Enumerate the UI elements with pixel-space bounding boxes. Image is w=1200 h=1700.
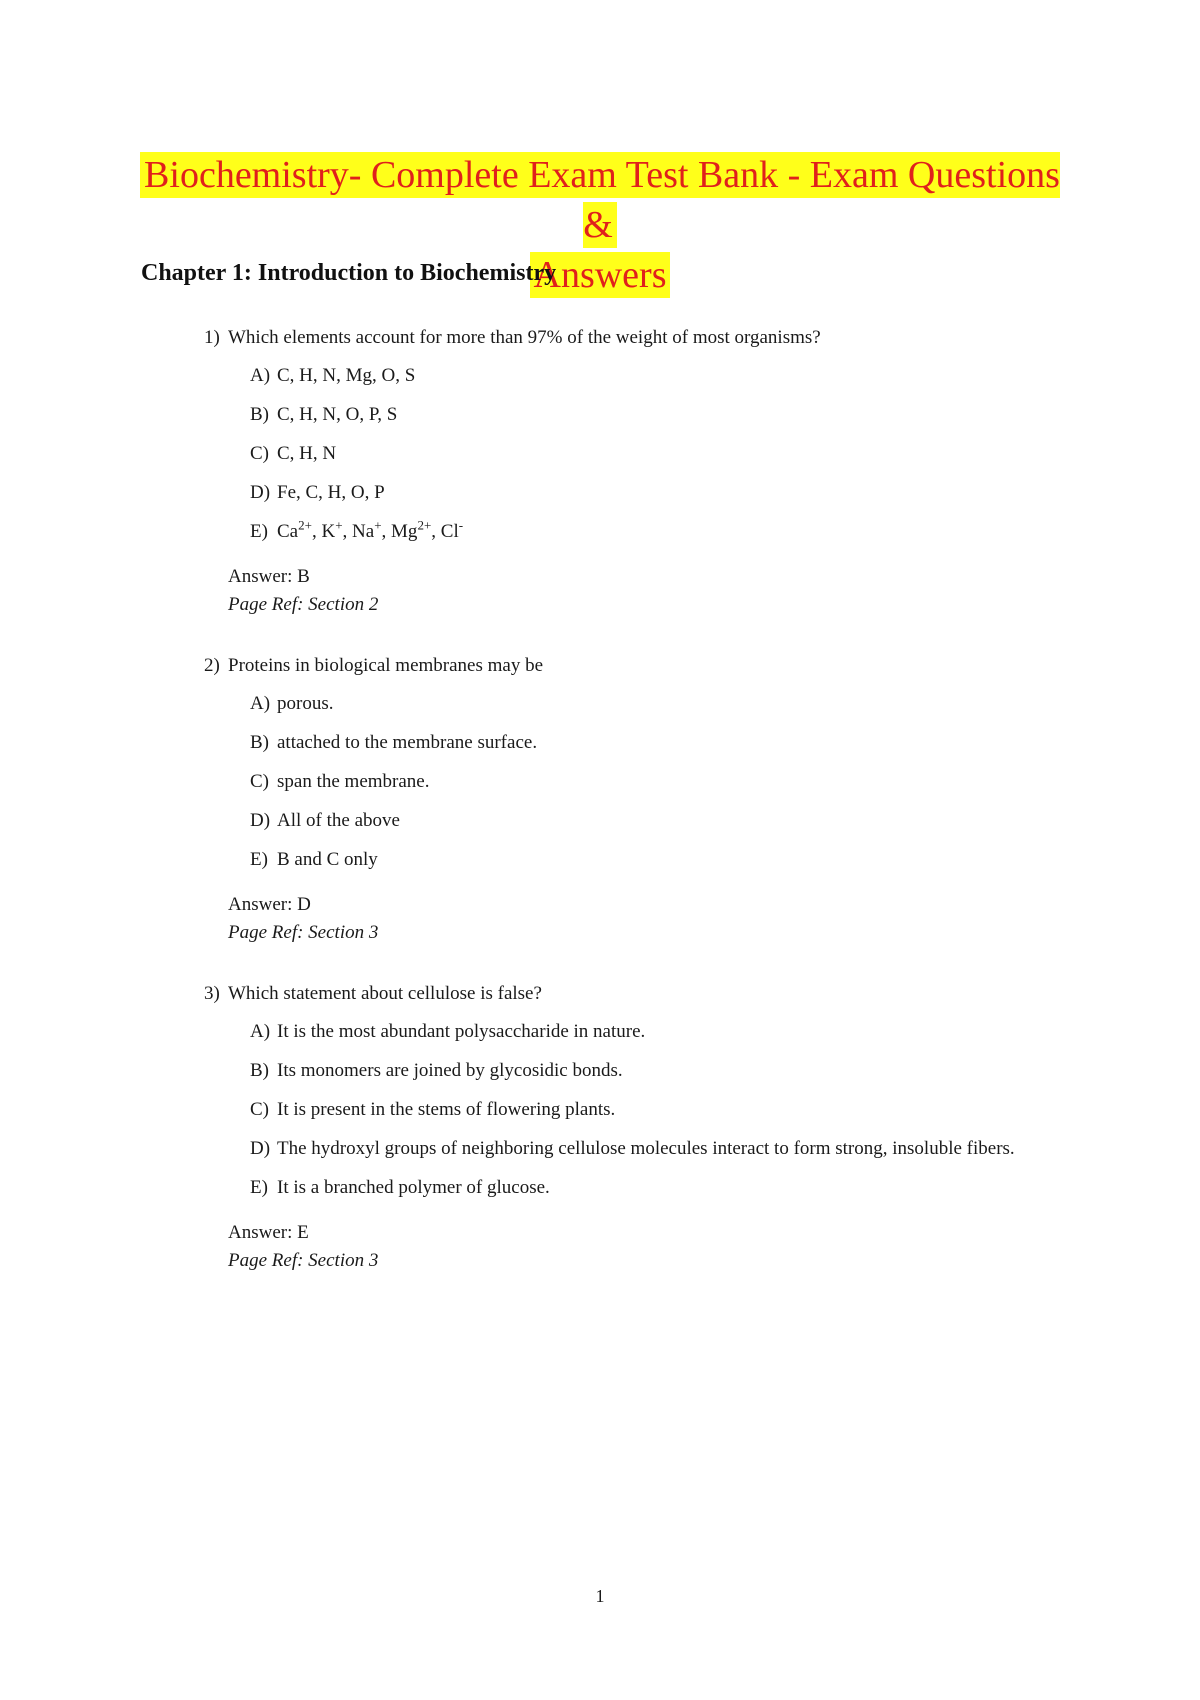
option-text: C, H, N [277,443,337,464]
option-letter: A) [250,693,271,714]
question-list [204,325,1044,1309]
answer: Answer: E [228,1222,309,1243]
question-2 [204,653,1044,947]
option-letter: C) [250,443,269,464]
option-text: span the membrane. [277,771,430,792]
title-line-1: Biochemistry- Complete Exam Test Bank - Exam Questions & [140,152,1060,248]
answer-block [228,1219,1044,1275]
option-letter: E) [250,849,268,870]
ion-magnesium-charge: 2+ [417,517,432,533]
option-text-ions [277,519,1044,545]
option-letter: B) [250,404,269,425]
ion-chloride-charge: - [458,517,464,533]
option-text: All of the above [277,810,400,831]
question-stem [204,653,1044,679]
option-text: attached to the membrane surface. [277,732,538,753]
question-1 [204,325,1044,619]
ion-potassium: , K [311,521,336,542]
option-text: B and C only [277,849,378,870]
option-letter: D) [250,482,271,503]
option-d [250,1136,1044,1162]
option-b [250,1058,1044,1084]
option-e [250,519,1044,545]
answer-block [228,563,1044,619]
option-c [250,1097,1044,1123]
option-text: porous. [277,693,334,714]
option-c [250,441,1044,467]
question-number: 1) [204,327,220,348]
option-letter: C) [250,1099,269,1120]
option-letter: B) [250,732,269,753]
option-letter: D) [250,810,271,831]
page-ref: Page Ref: Section 3 [228,1250,379,1271]
option-b [250,730,1044,756]
page-number: 1 [595,1586,605,1606]
answer: Answer: B [228,566,310,587]
option-letter: D) [250,1138,271,1159]
option-letter: C) [250,771,269,792]
option-letter: E) [250,521,268,542]
question-3 [204,981,1044,1275]
question-stem [204,981,1044,1007]
page-ref: Page Ref: Section 3 [228,922,379,943]
option-e [250,1175,1044,1201]
option-b [250,402,1044,428]
question-text: Proteins in biological membranes may be [228,655,544,676]
option-a [250,1019,1044,1045]
option-a [250,363,1044,389]
option-text: Fe, C, H, O, P [277,482,385,503]
option-letter: B) [250,1060,269,1081]
ion-sodium: , Na [342,521,375,542]
option-text: It is present in the stems of flowering plants. [277,1099,616,1120]
option-letter: E) [250,1177,268,1198]
option-letter: A) [250,365,271,386]
ion-magnesium: , Mg [381,521,418,542]
question-stem [204,325,1044,351]
chapter-heading: Chapter 1: Introduction to Biochemistry [141,260,557,286]
option-a [250,691,1044,717]
ion-chloride: , Cl [431,521,459,542]
question-number: 3) [204,983,220,1004]
ion-sodium-charge: + [374,517,382,533]
answer-block [228,891,1044,947]
option-c [250,769,1044,795]
option-text: C, H, N, Mg, O, S [277,365,416,386]
option-list [250,691,1044,873]
question-text: Which statement about cellulose is false? [228,983,542,1004]
ion-potassium-charge: + [335,517,343,533]
question-number: 2) [204,655,220,676]
option-text: C, H, N, O, P, S [277,404,398,425]
option-d [250,808,1044,834]
option-text: It is a branched polymer of glucose. [277,1177,550,1198]
page-ref: Page Ref: Section 2 [228,594,379,615]
option-text: It is the most abundant polysaccharide in nature. [277,1021,646,1042]
option-text: Its monomers are joined by glycosidic bonds. [277,1060,623,1081]
option-list [250,363,1044,545]
option-e [250,847,1044,873]
answer: Answer: D [228,894,311,915]
option-text: The hydroxyl groups of neighboring cellulose molecules interact to form strong, insoluble fibers. [277,1138,1015,1159]
option-d [250,480,1044,506]
ion-calcium: Ca [277,521,299,542]
option-letter: A) [250,1021,271,1042]
question-text: Which elements account for more than 97% of the weight of most organisms? [228,327,821,348]
ion-calcium-charge: 2+ [298,517,312,533]
option-list [250,1019,1044,1201]
title-line-2: Answers [530,252,671,298]
